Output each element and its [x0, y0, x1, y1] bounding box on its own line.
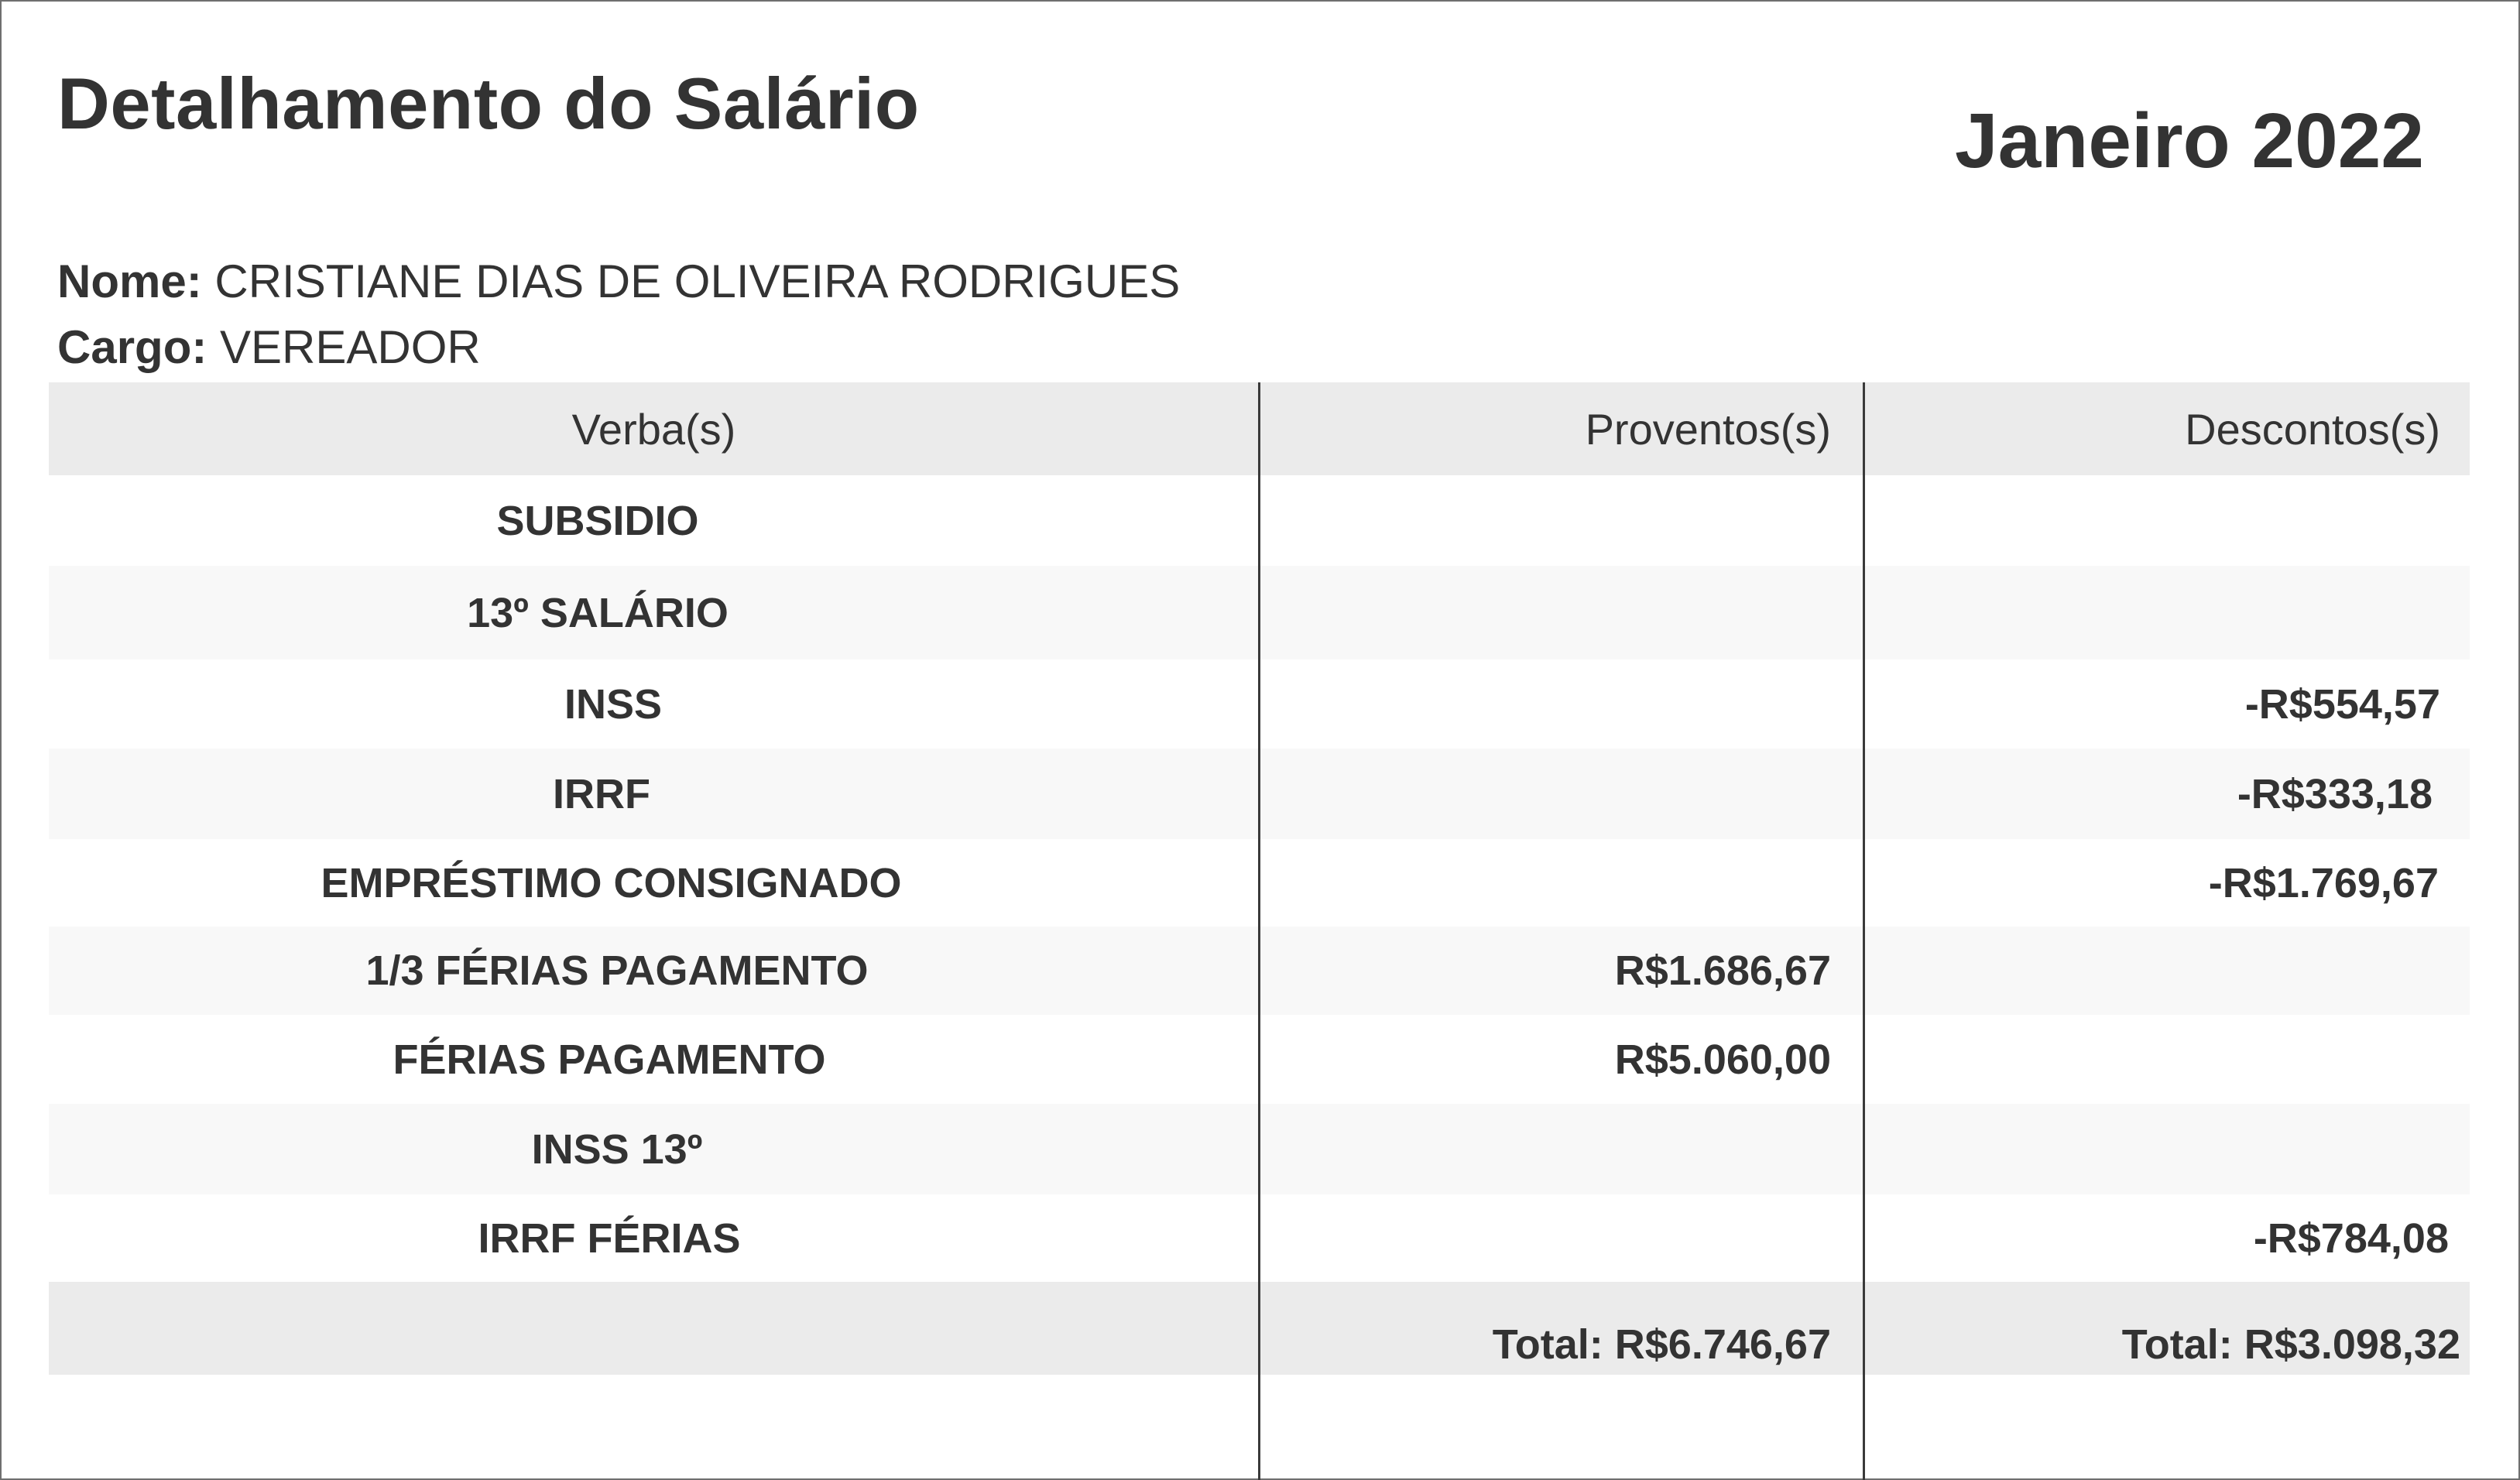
employee-name-line [57, 255, 1180, 308]
header-proventos: Proventos(s) [1585, 404, 1831, 454]
total-proventos: Total: R$6.746,67 [1492, 1321, 1831, 1368]
role-label: Cargo: [57, 321, 207, 373]
descontos-cell: -R$554,57 [2244, 680, 2440, 728]
verba-cell: IRRF FÉRIAS [478, 1214, 741, 1262]
employee-name: CRISTIANE DIAS DE OLIVEIRA RODRIGUES [214, 255, 1181, 307]
descontos-cell: -R$333,18 [2237, 770, 2433, 817]
page-title: Detalhamento do Salário [57, 63, 920, 144]
header-descontos: Descontos(s) [2185, 404, 2440, 454]
verba-cell: 13º SALÁRIO [467, 589, 729, 636]
proventos-cell: R$1.686,67 [1614, 947, 1831, 994]
employee-role-line [57, 320, 481, 374]
verba-cell: SUBSIDIO [496, 497, 699, 544]
verba-cell: INSS [564, 680, 663, 728]
total-descontos: Total: R$3.098,32 [2121, 1321, 2460, 1368]
verba-cell: EMPRÉSTIMO CONSIGNADO [321, 859, 902, 906]
name-label: Nome: [57, 255, 202, 307]
verba-cell: FÉRIAS PAGAMENTO [393, 1036, 826, 1083]
verba-cell: IRRF [553, 770, 650, 817]
header-verba: Verba(s) [571, 404, 736, 454]
descontos-cell: -R$1.769,67 [2208, 859, 2439, 906]
descontos-cell: -R$784,08 [2253, 1214, 2449, 1262]
proventos-cell: R$5.060,00 [1614, 1036, 1831, 1083]
verba-cell: INSS 13º [531, 1125, 703, 1173]
totals-verba-cell [49, 1369, 1259, 1375]
employee-role: VEREADOR [220, 321, 481, 373]
period-label: Janeiro 2022 [1955, 98, 2424, 184]
verba-cell: 1/3 FÉRIAS PAGAMENTO [365, 947, 869, 994]
column-divider [1863, 382, 1865, 1480]
column-divider [1258, 382, 1260, 1480]
